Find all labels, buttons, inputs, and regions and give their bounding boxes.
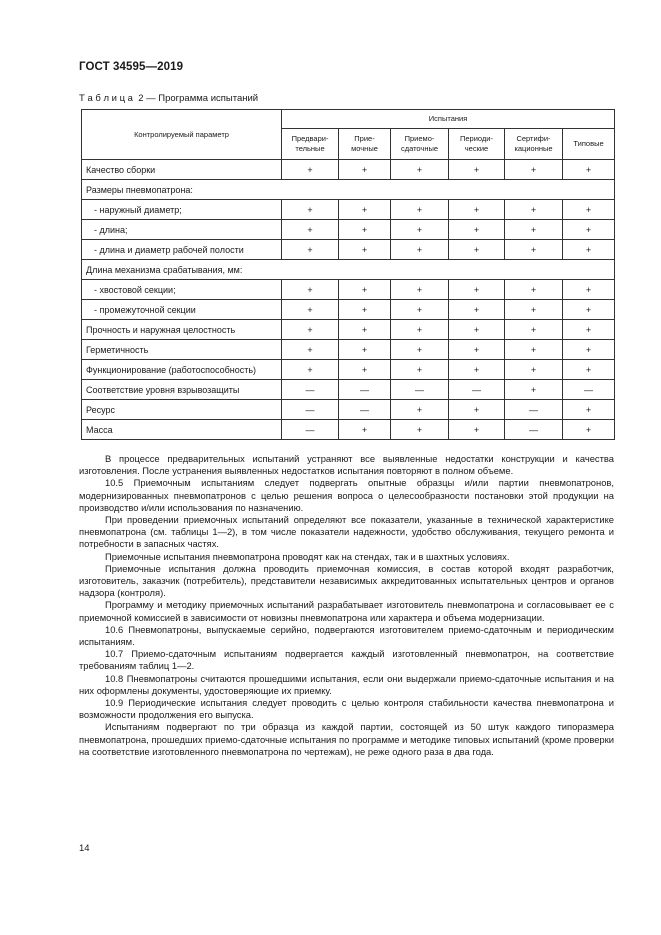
- column-header-line: ческие: [464, 144, 489, 153]
- test-mark-cell: +: [339, 340, 391, 360]
- test-mark-cell: +: [449, 360, 505, 380]
- test-mark-cell: +: [563, 240, 615, 260]
- test-mark-cell: —: [505, 420, 563, 440]
- test-type-column-header: [339, 129, 391, 160]
- test-mark-cell: +: [339, 280, 391, 300]
- parameter-label: Соответствие уровня взрывозащиты: [82, 380, 282, 400]
- test-mark-cell: +: [563, 420, 615, 440]
- test-mark-cell: +: [339, 200, 391, 220]
- test-mark-cell: +: [282, 160, 339, 180]
- test-mark-cell: +: [339, 160, 391, 180]
- test-mark-cell: +: [563, 360, 615, 380]
- test-mark-cell: +: [282, 300, 339, 320]
- test-mark-cell: +: [339, 240, 391, 260]
- test-type-column-header: [391, 129, 449, 160]
- parameter-label: - промежуточной секции: [82, 300, 282, 320]
- parameter-label: Прочность и наружная целостность: [82, 320, 282, 340]
- test-mark-cell: +: [339, 360, 391, 380]
- test-mark-cell: +: [282, 340, 339, 360]
- paragraph: Приемочные испытания пневмопатрона проводят как на стендах, так и в шахтных условиях.: [105, 550, 510, 562]
- test-mark-cell: +: [505, 160, 563, 180]
- column-header-line: Типовые: [573, 139, 604, 148]
- test-mark-cell: +: [449, 160, 505, 180]
- paragraph: 10.8 Пневмопатроны считаются прошедшими испытания, если они выдержали приемо-сдаточные испытания и на них оформлены документы, удостоверяющие их приемку.: [79, 672, 614, 696]
- test-mark-cell: +: [449, 220, 505, 240]
- table-row: [82, 360, 615, 380]
- table-row: [82, 200, 615, 220]
- test-mark-cell: +: [505, 340, 563, 360]
- test-mark-cell: +: [391, 360, 449, 380]
- paragraph: 10.7 Приемо-сдаточным испытаниям подвергается каждый изготовленный пневмопатрон, на соответствие требованиям таблиц 1—2.: [79, 648, 614, 672]
- paragraph: 10.6 Пневмопатроны, выпускаемые серийно, подвергаются изготовителем приемо-сдаточным и периодическим испытаниям.: [79, 623, 614, 648]
- test-mark-cell: +: [563, 160, 615, 180]
- test-mark-cell: +: [282, 360, 339, 380]
- table-row: [82, 240, 615, 260]
- test-mark-cell: +: [391, 420, 449, 440]
- parameter-label: Качество сборки: [82, 160, 282, 180]
- table-row: [82, 320, 615, 340]
- column-header-line: сдаточные: [400, 144, 439, 153]
- table-row: [82, 380, 615, 400]
- test-mark-cell: +: [391, 160, 449, 180]
- test-mark-cell: +: [282, 240, 339, 260]
- test-mark-cell: —: [563, 380, 615, 400]
- table-row: [82, 260, 615, 280]
- test-mark-cell: +: [449, 400, 505, 420]
- table-caption: Т а б л и ц а 2 — Программа испытаний: [79, 93, 259, 104]
- test-mark-cell: +: [449, 340, 505, 360]
- test-type-column-header: [505, 129, 563, 160]
- test-mark-cell: +: [339, 320, 391, 340]
- paragraph: 10.9 Периодические испытания следует проводить с целью контроля стабильности качества пневмопатрона и возможности продолжения его выпуска.: [79, 697, 614, 721]
- column-header-line: Прие-: [354, 134, 375, 143]
- table-row: [82, 340, 615, 360]
- test-mark-cell: +: [339, 420, 391, 440]
- column-header-line: кационные: [514, 144, 553, 153]
- test-mark-cell: +: [505, 320, 563, 340]
- test-mark-cell: +: [449, 300, 505, 320]
- table-row: [82, 420, 615, 440]
- test-mark-cell: +: [391, 200, 449, 220]
- parameter-label: Герметичность: [82, 340, 282, 360]
- paragraph: Испытаниям подвергают по три образца из каждой партии, состоящей из 50 штук каждого типоразмера пневмопатрона, прошедших приемо-сдаточные испытания по программе и методике типовых испытаний (кроме проверки на соответствие изготовленного пневмопатрона по чертежам), не реже одного раза в два года.: [79, 721, 614, 757]
- table-row: [82, 280, 615, 300]
- test-mark-cell: +: [339, 300, 391, 320]
- test-mark-cell: +: [449, 280, 505, 300]
- test-mark-cell: +: [449, 200, 505, 220]
- test-mark-cell: —: [449, 380, 505, 400]
- test-mark-cell: +: [563, 340, 615, 360]
- parameter-label: - длина;: [82, 220, 282, 240]
- test-mark-cell: +: [391, 300, 449, 320]
- test-mark-cell: +: [505, 220, 563, 240]
- parameter-label: Масса: [82, 420, 282, 440]
- test-mark-cell: +: [339, 220, 391, 240]
- column-header-line: Предвари-: [291, 134, 329, 143]
- test-mark-cell: —: [339, 400, 391, 420]
- parameter-label: Функционирование (работоспособность): [82, 360, 282, 380]
- test-mark-cell: +: [391, 320, 449, 340]
- test-mark-cell: +: [563, 320, 615, 340]
- page-number: 14: [79, 843, 90, 854]
- paragraph: 10.5 Приемочным испытаниям следует подвергать опытные образцы и/или партии пневмопатронов, модернизированных пневмопатронов с целью решения вопроса о целесообразности постановки этой продукции на производство и/или использования по назначению.: [79, 477, 614, 513]
- test-mark-cell: +: [282, 280, 339, 300]
- test-mark-cell: —: [339, 380, 391, 400]
- test-mark-cell: +: [505, 300, 563, 320]
- test-mark-cell: +: [391, 280, 449, 300]
- table-row: [82, 160, 615, 180]
- paragraph: При проведении приемочных испытаний определяют все показатели, указанные в технической характеристике пневмопатрона (см. таблицы 1—2), в том числе показатели надежности, удобство обслуживания, текущего ремонта и потребности в запасных частях.: [79, 514, 614, 550]
- test-mark-cell: +: [282, 320, 339, 340]
- test-mark-cell: +: [391, 240, 449, 260]
- test-type-column-header: [282, 129, 339, 160]
- paragraph: В процессе предварительных испытаний устраняют все выявленные недостатки конструкции и качества изготовления. После устранения выявленных недостатков испытания повторяют в полном объеме.: [79, 453, 614, 477]
- group-row-label: Длина механизма срабатывания, мм:: [82, 260, 615, 280]
- test-mark-cell: +: [563, 300, 615, 320]
- test-mark-cell: +: [282, 220, 339, 240]
- table-row: [82, 220, 615, 240]
- test-mark-cell: +: [505, 240, 563, 260]
- column-header-line: тельные: [295, 144, 325, 153]
- parameter-label: - длина и диаметр рабочей полости: [82, 240, 282, 260]
- test-mark-cell: —: [282, 400, 339, 420]
- parameter-label: Ресурс: [82, 400, 282, 420]
- column-header-line: мочные: [351, 144, 378, 153]
- body-text: [79, 453, 614, 758]
- test-mark-cell: +: [449, 320, 505, 340]
- test-mark-cell: —: [282, 380, 339, 400]
- test-mark-cell: +: [563, 280, 615, 300]
- paragraph: Программу и методику приемочных испытаний разрабатывает изготовитель пневмопатрона и согласовывает ее с приемочной комиссией в зависимости от новизны пневмопатрона или характера и объема модернизации.: [79, 599, 614, 623]
- test-mark-cell: +: [505, 280, 563, 300]
- test-mark-cell: +: [505, 200, 563, 220]
- parameter-label: - хвостовой секции;: [82, 280, 282, 300]
- param-column-header: Контролируемый параметр: [82, 110, 282, 160]
- test-mark-cell: +: [505, 380, 563, 400]
- document-header: ГОСТ 34595—2019: [79, 61, 184, 73]
- test-mark-cell: +: [563, 220, 615, 240]
- test-mark-cell: +: [449, 240, 505, 260]
- table-row: [82, 300, 615, 320]
- table-row: [82, 180, 615, 200]
- test-mark-cell: +: [391, 220, 449, 240]
- column-header-line: Периоди-: [460, 134, 493, 143]
- paragraph: Приемочные испытания должна проводить приемочная комиссия, в состав которой входят разработчик, изготовитель, заказчик (потребитель), представители независимых аккредитованных испытательных центров и органов надзора (контроля).: [79, 562, 614, 599]
- test-mark-cell: +: [391, 400, 449, 420]
- test-mark-cell: +: [563, 200, 615, 220]
- test-mark-cell: —: [505, 400, 563, 420]
- test-mark-cell: —: [391, 380, 449, 400]
- test-mark-cell: +: [563, 400, 615, 420]
- tests-group-header: Испытания: [282, 110, 615, 129]
- test-mark-cell: —: [282, 420, 339, 440]
- parameter-label: - наружный диаметр;: [82, 200, 282, 220]
- test-mark-cell: +: [282, 200, 339, 220]
- test-mark-cell: +: [449, 420, 505, 440]
- test-type-column-header: [449, 129, 505, 160]
- test-type-column-header: [563, 129, 615, 160]
- table-row: [82, 400, 615, 420]
- group-row-label: Размеры пневмопатрона:: [82, 180, 615, 200]
- column-header-line: Приемо-: [404, 134, 435, 143]
- test-mark-cell: +: [391, 340, 449, 360]
- column-header-line: Сертифи-: [516, 134, 551, 143]
- test-mark-cell: +: [505, 360, 563, 380]
- test-program-table: [81, 109, 615, 440]
